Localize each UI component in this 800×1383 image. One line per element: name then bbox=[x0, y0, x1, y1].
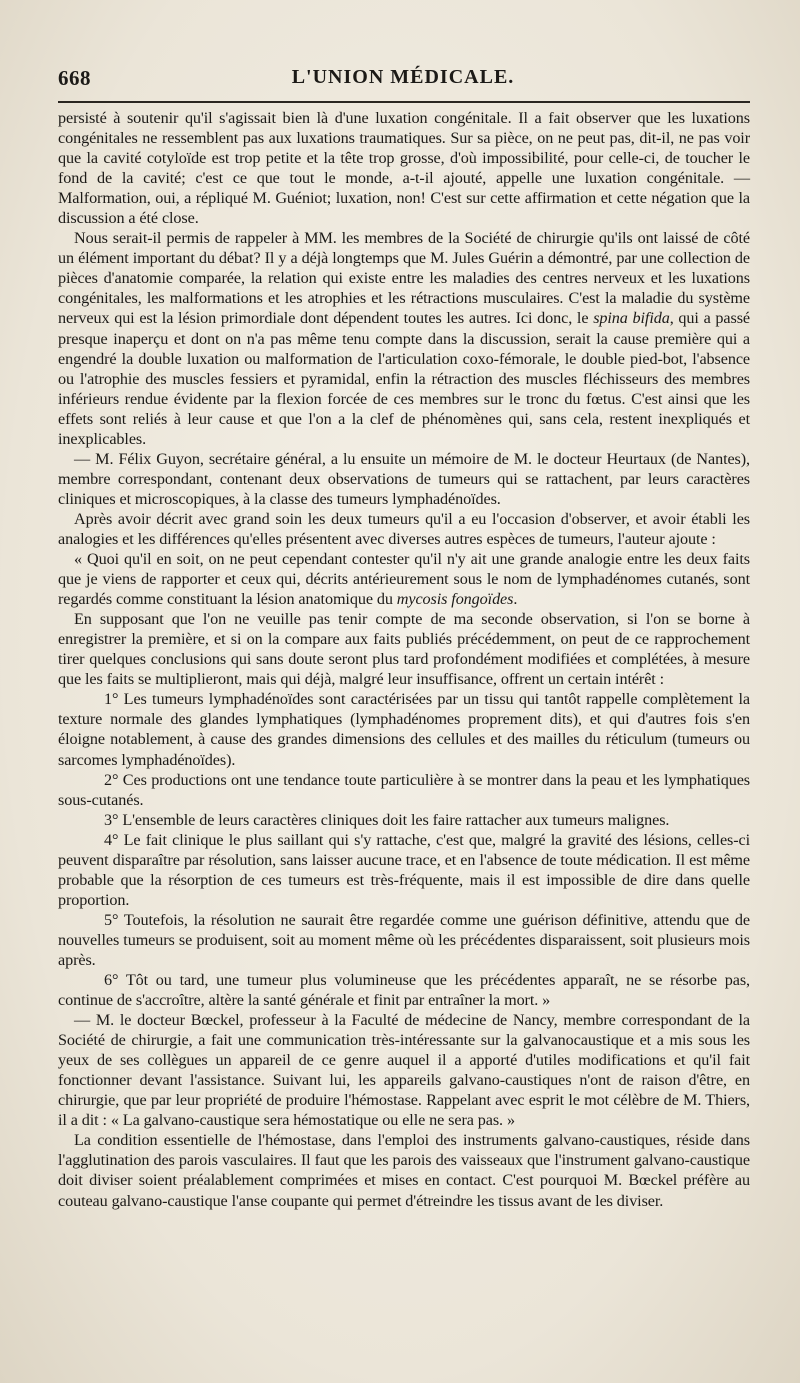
list-item: 5° Toutefois, la résolution ne saurait être regardée comme une guérison définitive, attendu que de nouvelles tumeurs se produisent, soit au moment même où les précédentes disparaissent, soit plusieurs mois après. bbox=[58, 910, 750, 969]
list-item: 6° Tôt ou tard, une tumeur plus volumineuse que les précédentes apparaît, ne se résorbe pas, continue de s'accroître, altère la santé générale et finit par entraîner la mort. » bbox=[58, 971, 750, 1010]
article-body bbox=[58, 108, 750, 1211]
paragraph: Après avoir décrit avec grand soin les deux tumeurs qu'il a eu l'occasion d'observer, et avoir établi les analogies et les différences qu'elles présentent avec diverses autres espèces de tumeurs, l'auteur ajoute : bbox=[58, 509, 750, 548]
paragraph: La condition essentielle de l'hémostase, dans l'emploi des instruments galvano-caustiques, réside dans l'agglutination des parois vasculaires. Il faut que les parois des vaisseaux que l'instrument galvano-caustique doit diviser soient préalablement comprimées et mises en contact. C'est pourquoi M. Bœckel préfère au couteau galvano-caustique l'anse coupante qui permet d'étreindre les tissus avant de les diviser. bbox=[58, 1131, 750, 1210]
header-rule bbox=[58, 101, 750, 103]
emphasis-spina-bifida: spina bifida bbox=[593, 309, 670, 328]
emphasis-mycosis: mycosis fongoïdes bbox=[396, 590, 514, 609]
paragraph: persisté à soutenir qu'il s'agissait bien là d'une luxation congénitale. Il a fait observer que les luxations congénitales ne ressemblent pas aux luxations traumatiques. Sur sa pièce, on ne peut pas, dit-il, ne pas voir que la cavité cotyloïde est trop petite et la tête trop grosse, d'où impossibilité, pour celle-ci, de toucher le fond de la cavité; c'est ce que tout le monde, a-t-il ajouté, appelle une luxation congénitale. — Malformation, oui, a répliqué M. Guéniot; luxation, non! C'est sur cette affirmation et cette négation que la discussion a été close. bbox=[58, 109, 750, 228]
list-item: 4° Le fait clinique le plus saillant qui s'y rattache, c'est que, malgré la gravité des lésions, celles-ci peuvent disparaître par résolution, sans laisser aucune trace, et en l'absence de toute médication. Il est même probable que la résorption de ces tumeurs est très-fréquente, mais il est impossible de dire dans quelle proportion. bbox=[58, 830, 750, 909]
list-item: 3° L'ensemble de leurs caractères cliniques doit les faire rattacher aux tumeurs malignes. bbox=[104, 810, 670, 829]
page-header bbox=[58, 66, 748, 94]
list-item: 2° Ces productions ont une tendance toute particulière à se montrer dans la peau et les lymphatiques sous-cutanés. bbox=[58, 770, 750, 809]
paragraph: — M. le docteur Bœckel, professeur à la Faculté de médecine de Nancy, membre correspondant de la Société de chirurgie, a fait une communication très-intéressante sur la galvanocaustique et a mis sous les yeux de ses collègues un appareil de ce genre auquel il a apporté d'utiles modifications et qu'il fait fonctionner devant l'assistance. Suivant lui, les appareils galvano-caustiques n'ont de raison d'être, en chirurgie, que par leur propriété de produire l'hémostase. Rappelant avec esprit le mot célèbre de M. Thiers, il a dit : « La galvano-caustique sera hémostatique ou elle ne sera pas. » bbox=[58, 1011, 750, 1130]
list-item: 1° Les tumeurs lymphadénoïdes sont caractérisées par un tissu qui tantôt rappelle complètement la texture normale des glandes lymphatiques (lymphadénomes proprement dits), et qui d'autres fois s'en éloigne notablement, à cause des grandes dimensions des cellules et des mailles du réticulum (tumeurs ou sarcomes lymphadénoïdes). bbox=[58, 690, 750, 769]
quote-paragraph: « Quoi qu'il en soit, on ne peut cependant contester qu'il n'y ait une grande analogie entre les deux faits que je viens de rapporter et ceux qui, décrits antérieurement sous le nom de lymphadénomes cutanés, sont regardés comme constituant la lésion anatomique du mycosis fongoïdes. bbox=[58, 550, 750, 609]
paragraph: — M. Félix Guyon, secrétaire général, a lu ensuite un mémoire de M. le docteur Heurtaux (de Nantes), membre correspondant, contenant deux observations de tumeurs qui se rattachent, par leurs caractères cliniques et microscopiques, à la classe des tumeurs lymphadénoïdes. bbox=[58, 449, 750, 508]
paragraph: En supposant que l'on ne veuille pas tenir compte de ma seconde observation, si l'on se borne à enregistrer la première, et si on la compare aux faits publiés précédemment, on peut de ce rapprochement tirer quelques conclusions qui sans doute seront plus tard profondément modifiées et complétées, à mesure que les faits se multiplieront, mais qui déjà, malgré leur insuffisance, offrent un certain intérêt : bbox=[58, 610, 750, 689]
paragraph: Nous serait-il permis de rappeler à MM. les membres de la Société de chirurgie qu'ils ont laissé de côté un élément important du débat? Il y a déjà longtemps que M. Jules Guérin a démontré, par une collection de pièces d'anatomie comparée, la relation qui existe entre les maladies des centres nerveux et les luxations congénitales, les malformations et les atrophies et les rétractions musculaires. C'est la maladie du système nerveux qui est la lésion primordiale dont dépendent toutes les autres. Ici donc, le spina bifida, qui a passé presque inaperçu et dont on n'a pas même tenu compte dans la discussion, serait la cause première qui a engendré la double luxation ou malformation de l'articulation coxo-fémorale, le double pied-bot, l'absence ou l'atrophie des muscles fessiers et pyramidal, enfin la rétraction des muscles fléchisseurs des membres inférieurs rendue évidente par la flexion forcée de ces membres sur le tronc du fœtus. C'est ainsi que les effets sont reliés à leur cause et que l'on a la clef de phénomènes qui, sans cela, restent inexpliqués et inexplicables. bbox=[58, 229, 750, 448]
page-number: 668 bbox=[58, 66, 91, 90]
running-title: L'UNION MÉDICALE. bbox=[291, 66, 515, 88]
